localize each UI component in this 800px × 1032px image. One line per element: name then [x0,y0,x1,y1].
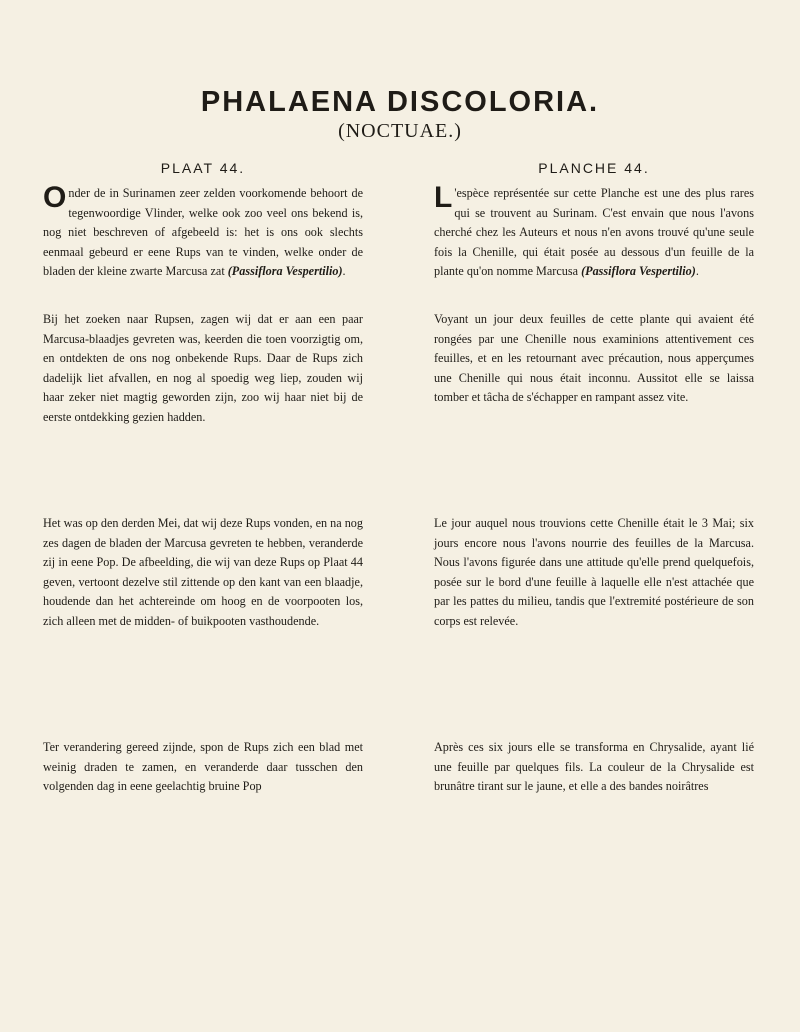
page-subtitle: (NOCTUAE.) [338,120,462,142]
dutch-paragraph-2: Bij het zoeken naar Rupsen, zagen wij dat er aan een paar Marcusa-blaadjes gevreten was, keerden die toen voorzigtig om, en ontdekten de ons nog onbekende Rups. Daar de Rups zich dadelijk liet afvallen, en nog al spoedig weg liep, zouden wij haar zeker niet magtig geworden zijn, zoo wij haar niet bij de eerste ontdekking gezien hadden. [43,312,363,424]
paragraph-text: nder de in Surinamen zeer zelden voorkomende behoort de tegenwoordige Vlinder, welke ook zoo veel ons bekend is, nog niet beschreven of afgebeeld is: het is ons ook slechts eenmaal gebeurd er eene Rups van te vinden, welke onder de bladen der kleine zwarte Marcusa zat [43,186,363,279]
french-paragraph-3: Le jour auquel nous trouvions cette Chenille était le 3 Mai; six jours encore nous l'avons nourrie des feuilles de la Marcusa. Nous l'avons figurée dans une attitude qu'elle prend quelquefois, posée sur le bord d'une feuille à laquelle elle n'est attachée que par les pattes du milieu, tandis que l'extremité postérieure de son corps est relevée. [434,516,754,628]
drop-cap: O [43,181,67,214]
species-name: (Passiflora Vespertilio) [581,264,696,279]
page-title: PHALAENA DISCOLORIA. [200,86,600,118]
paragraph-text: 'espèce représentée sur cette Planche est une des plus rares qui se trouvent au Surinam. C'est envain que nous l'avons cherché chez les Auteurs et nous n'en avons trouvé qu'une seule fois la Chenille, qui était posée au dessous d'un feuille de la plante qu'on nomme Marcusa [434,186,754,279]
french-column [434,160,754,794]
species-name: (Passiflora Vespertilio) [227,264,343,279]
planche-heading: PLANCHE 44. [538,160,650,176]
paragraph-end: . [695,264,699,279]
plate-heading: PLAAT 44. [160,160,246,176]
paragraph-end: . [342,264,346,279]
drop-cap: L [434,181,453,214]
french-paragraph-4: Après ces six jours elle se transforma en Chrysalide, ayant lié une feuille par quelques fils. La couleur de la Chrysalide est brunâtre tirant sur le jaune, et elle a des bandes noirâtres [434,740,754,794]
dutch-paragraph-3: Het was op den derden Mei, dat wij deze Rups vonden, en na nog zes dagen de bladen der Marcusa gevreten te hebben, veranderde zij in eene Pop. De afbeelding, die wij van deze Rups op Plaat 44 geven, vertoont dezelve stil zittende op den kant van een blaadje, houdende dan het achtereinde om hoog en de voorpooten los, zich alleen met de midden- of buikpooten vasthoudende. [43,516,363,628]
dutch-paragraph-1 [43,181,363,282]
french-paragraph-1 [434,181,754,282]
french-paragraph-2: Voyant un jour deux feuilles de cette plante qui avaient été rongées par une Chenille nous examinions attentivement ces feuilles, et en les retournant avec précaution, nous apperçumes une Chenille qui nous était inconnu. Aussitot elle se laissa tomber et tâcha de s'échapper en rampant assez vite. [434,312,754,405]
dutch-column [43,160,363,794]
dutch-paragraph-4: Ter verandering gereed zijnde, spon de Rups zich een blad met weinig draden te zamen, en veranderde daar tusschen den volgenden dag in eene geelachtig bruine Pop [43,740,363,794]
